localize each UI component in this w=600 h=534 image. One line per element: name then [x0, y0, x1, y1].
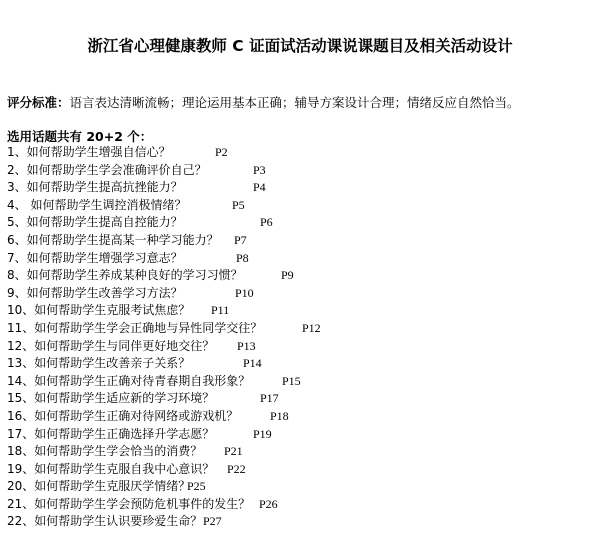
topic-item: [7, 162, 266, 180]
scoring-criteria: [7, 93, 520, 111]
topic-number: 2、: [7, 162, 27, 177]
topic-item: [7, 408, 289, 426]
topic-text: 如何帮助学生学会正确地与异性同学交往？: [34, 320, 263, 335]
topic-item: [7, 250, 262, 268]
topic-item: [7, 285, 262, 303]
topic-text: 如何帮助学生学会准确评价自己？: [26, 162, 207, 177]
topic-item: [7, 320, 321, 338]
topic-page-ref: P27: [203, 514, 222, 529]
topic-number: 3、: [7, 180, 27, 195]
topic-page-ref: P7: [234, 232, 247, 247]
topic-text: 如何帮助学生正确选择升学志愿？: [34, 426, 215, 441]
topic-page-ref: P15: [282, 373, 301, 388]
topic-item: [7, 461, 262, 479]
topic-page-ref: P18: [270, 408, 289, 423]
topic-page-ref: P8: [236, 250, 249, 265]
criteria-label: 评分标准：: [7, 95, 70, 110]
topic-text: 如何帮助学生克服自我中心意识？: [34, 461, 215, 476]
topic-page-ref: P25: [187, 479, 206, 494]
topic-item: [7, 302, 262, 320]
topic-page-ref: P4: [253, 180, 266, 195]
topic-text: 如何帮助学生克服厌学情绪？: [34, 479, 191, 494]
topic-item: [7, 496, 278, 514]
topic-text: 如何帮助学生学会预防危机事件的发生？: [34, 496, 251, 511]
topic-text: 如何帮助学生增强自信心？: [26, 145, 171, 159]
topic-page-ref: P21: [224, 444, 243, 459]
topic-page-ref: P12: [302, 320, 321, 335]
topic-number: 16、: [7, 408, 35, 423]
topic-number: 18、: [7, 444, 35, 459]
topic-number: 5、: [7, 215, 27, 230]
topic-number: 20、: [7, 479, 35, 494]
topic-text: 如何帮助学生适应新的学习环境？: [34, 391, 215, 406]
topic-item: [7, 390, 279, 408]
topic-item: [7, 197, 262, 215]
topic-item: [7, 267, 294, 285]
topic-page-ref: P11: [211, 303, 230, 318]
topic-page-ref: P10: [235, 285, 254, 300]
topic-item: [7, 355, 262, 373]
topic-page-ref: P5: [232, 197, 245, 212]
topic-text: 如何帮助学生克服考试焦虑？: [34, 303, 191, 318]
topics-heading: 选用话题共有 20+2 个：: [7, 129, 153, 144]
topic-text: 如何帮助学生提高自控能力？: [26, 215, 183, 230]
criteria-text: 语言表达清晰流畅；理论运用基本正确；辅导方案设计合理；情绪反应自然恰当。: [69, 95, 520, 110]
topic-item: [7, 373, 301, 391]
topic-number: 15、: [7, 391, 35, 406]
topic-item: [7, 144, 262, 162]
topic-page-ref: P19: [253, 426, 272, 441]
topic-list: [7, 144, 321, 531]
topic-text: 如何帮助学生与同伴更好地交往？: [34, 338, 215, 353]
topic-number: 21、: [7, 496, 35, 511]
topic-number: 19、: [7, 461, 35, 476]
topic-number: 14、: [7, 373, 35, 388]
topic-text: 如何帮助学生增强学习意志？: [26, 250, 183, 265]
topic-page-ref: P6: [260, 215, 273, 230]
topic-number: 8、: [7, 268, 27, 283]
topic-item: [7, 179, 266, 197]
topic-text: 如何帮助学生提高某一种学习能力？: [26, 232, 219, 247]
topic-item: [7, 232, 262, 250]
topic-number: 13、: [7, 356, 35, 371]
topic-text: 如何帮助学生养成某种良好的学习习惯？: [26, 268, 243, 283]
topic-number: 4、: [7, 197, 27, 212]
topic-number: 17、: [7, 426, 35, 441]
topic-item: [7, 443, 262, 461]
topic-page-ref: P17: [260, 391, 279, 406]
topic-text: 如何帮助学生改善学习方法？: [26, 285, 183, 300]
topic-item: [7, 478, 262, 496]
topic-page-ref: P3: [253, 162, 266, 177]
topic-item: [7, 338, 262, 356]
topic-text: 如何帮助学生调控消极情绪？: [26, 197, 187, 212]
topic-number: 10、: [7, 303, 35, 318]
topic-text: 如何帮助学生正确对待青春期自我形象？: [34, 373, 251, 388]
topic-page-ref: P2: [215, 145, 228, 159]
topic-text: 如何帮助学生认识要珍爱生命？: [34, 514, 203, 529]
topic-number: 22、: [7, 514, 35, 529]
topic-number: 6、: [7, 232, 27, 247]
topic-text: 如何帮助学生正确对待网络或游戏机？: [34, 408, 239, 423]
topic-text: 如何帮助学生改善亲子关系？: [34, 356, 191, 371]
topic-page-ref: P22: [227, 461, 246, 476]
topic-number: 11、: [7, 320, 35, 335]
topic-item: [7, 426, 272, 444]
topic-number: 1、: [7, 145, 27, 159]
topic-number: 12、: [7, 338, 35, 353]
document-title: 浙江省心理健康教师 C 证面试活动课说课题目及相关活动设计: [87, 37, 513, 55]
topic-page-ref: P13: [237, 338, 256, 353]
topic-number: 9、: [7, 285, 27, 300]
topic-text: 如何帮助学生提高抗挫能力？: [26, 180, 183, 195]
topic-text: 如何帮助学生学会恰当的消费？: [34, 444, 203, 459]
topic-item: [7, 513, 262, 531]
topic-item: [7, 214, 273, 232]
topic-page-ref: P14: [243, 356, 262, 371]
topic-page-ref: P26: [259, 496, 278, 511]
topic-page-ref: P9: [281, 268, 294, 283]
topic-number: 7、: [7, 250, 27, 265]
